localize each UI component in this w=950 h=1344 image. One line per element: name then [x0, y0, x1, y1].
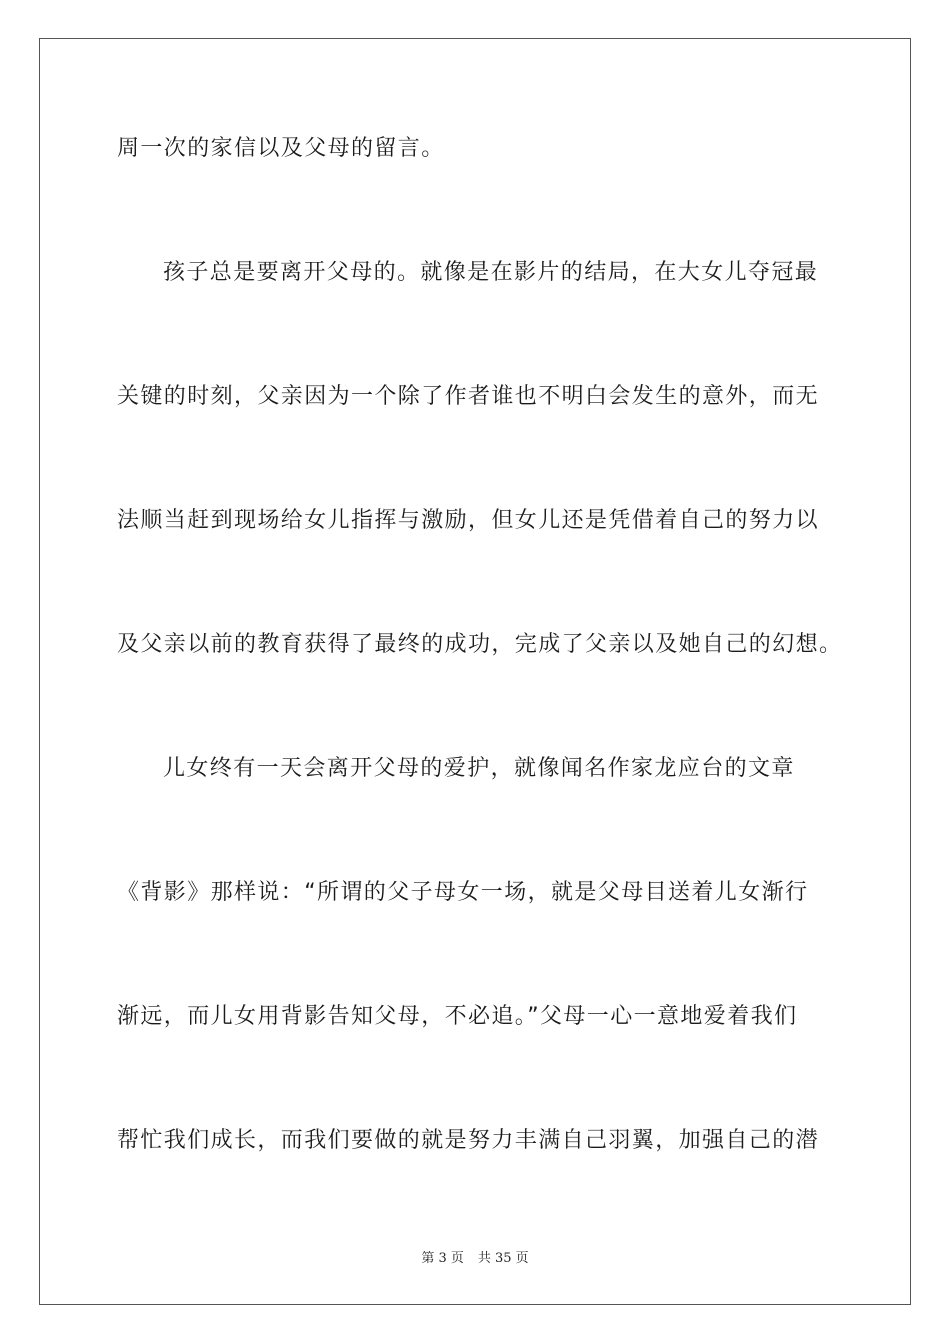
- total-pages: 共 35 页: [477, 1251, 529, 1266]
- text-line-7: 《背影》那样说：“所谓的父子母女一场，就是父母目送着儿女渐行: [117, 880, 809, 905]
- text-line-3: 关键的时刻，父亲因为一个除了作者谁也不明白会发生的意外，而无: [117, 384, 820, 409]
- paragraph-start-line-2: 儿女终有一天会离开父母的爱护，就像闻名作家龙应台的文章: [163, 756, 795, 781]
- page-border: [39, 38, 911, 1305]
- text-line-4: 法顺当赶到现场给女儿指挥与激励，但女儿还是凭借着自己的努力以: [117, 508, 820, 533]
- page-footer: [0, 1247, 950, 1266]
- text-line-1: 周一次的家信以及父母的留言。: [117, 136, 445, 161]
- paragraph-start-line: 孩子总是要离开父母的。就像是在影片的结局，在大女儿夺冠最: [163, 260, 819, 285]
- page-number: 第 3 页: [421, 1251, 464, 1266]
- text-line-8: 渐远，而儿女用背影告知父母，不必追。”父母一心一意地爱着我们: [117, 1004, 798, 1029]
- text-line-9: 帮忙我们成长，而我们要做的就是努力丰满自己羽翼，加强自己的潜: [117, 1128, 820, 1153]
- text-line-5: 及父亲以前的教育获得了最终的成功，完成了父亲以及她自己的幻想。: [117, 632, 843, 657]
